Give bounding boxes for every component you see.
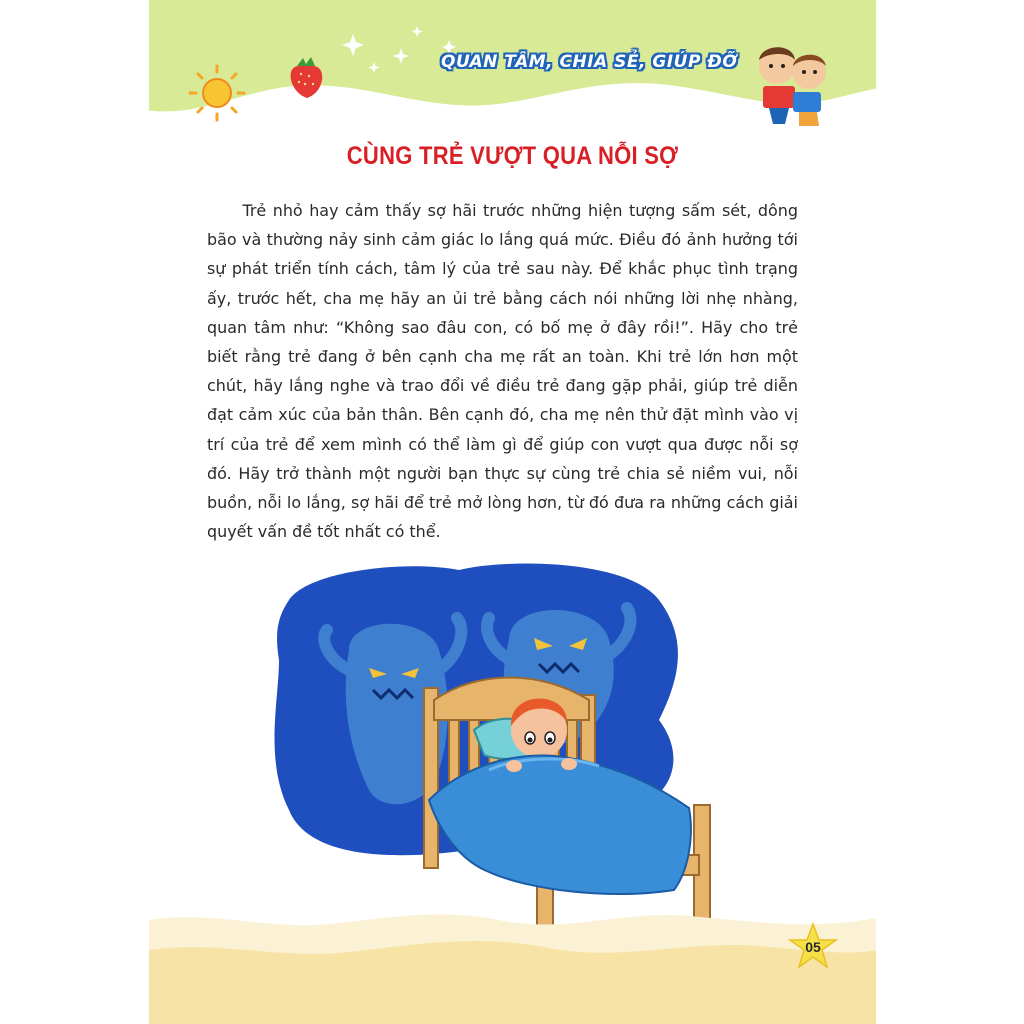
book-page — [149, 0, 876, 1024]
kids-reading-icon — [759, 47, 826, 126]
body-paragraph: Trẻ nhỏ hay cảm thấy sợ hãi trước những hiện tượng sấm sét, dông bão và thường nảy sinh cảm giác lo lắng quá mức. Điều đó ảnh hưởng tới sự phát triển tính cách, tâm lý của trẻ sau này. Để khắc phục tình trạng ấy, trước hết, cha mẹ hãy an ủi trẻ bằng cách nói những lời nhẹ nhàng, quan tâm như: “Không sao đâu con, có bố mẹ ở đây rồi!”. Hãy cho trẻ biết rằng trẻ đang ở bên cạnh cha mẹ rất an toàn. Khi trẻ lớn hơn một chút, hãy lắng nghe và trao đổi về điều trẻ đang gặp phải, giúp trẻ diễn đạt cảm xúc của bản thân. Bên cạnh đó, cha mẹ nên thử đặt mình vào vị trí của trẻ để xem mình có thể làm gì để giúp con vượt qua được nỗi sợ đó. Hãy trở thành một người bạn thực sự cùng trẻ chia sẻ niềm vui, nỗi buồn, nỗi lo lắng, sợ hãi để trẻ mở lòng hơn, từ đó đưa ra những cách giải quyết vấn đề tốt nhất có thể. — [207, 201, 799, 542]
page-number: 05 — [805, 939, 821, 955]
child-icon — [511, 698, 567, 758]
page-number-badge — [787, 922, 839, 972]
series-title: QUAN TÂM, CHIA SẺ, GIÚP ĐỠ — [441, 52, 738, 72]
footer-band — [149, 900, 876, 1024]
page-title: CÙNG TRẺ VƯỢT QUA NỖI SỢ — [346, 142, 679, 170]
